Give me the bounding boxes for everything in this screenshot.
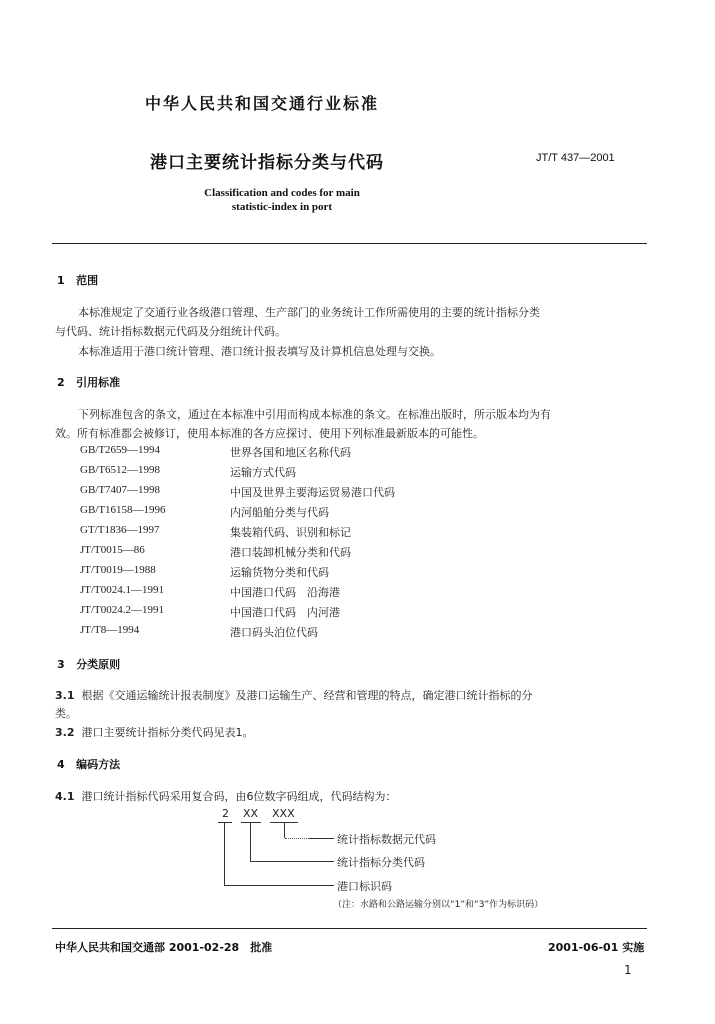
ref-code: GT/T1836—1997 [80, 524, 160, 536]
issue-approval-line: 中华人民共和国交通部 2001-02-28 批准 [55, 941, 273, 954]
connector-category-horizontal [250, 861, 334, 862]
clause-3-1-text: 根据《交通运输统计报表制度》及港口运输生产、经营和管理的特点，确定港口统计指标的分 [81, 689, 533, 702]
ref-name: 集装箱代码、识别和标记 [230, 526, 351, 539]
ref-name: 中国港口代码 沿海港 [230, 586, 340, 599]
section-1-title: 范围 [76, 274, 99, 287]
ref-code: JT/T0019—1988 [80, 564, 156, 576]
standard-code: JT/T 437—2001 [536, 152, 615, 164]
english-title-line2: statistic-index in port [231, 201, 333, 213]
ref-name: 港口装卸机械分类和代码 [230, 546, 351, 559]
code-digit-port: 2 [222, 807, 229, 820]
section-2-title: 引用标准 [76, 376, 121, 389]
header-divider [52, 243, 647, 244]
ref-code: GB/T2659—1994 [80, 444, 161, 456]
section-3-title: 分类原则 [76, 658, 121, 671]
ref-name: 运输货物分类和代码 [230, 566, 329, 579]
ref-code: GB/T6512—1998 [80, 464, 161, 476]
clause-3-2-text: 港口主要统计指标分类代码见表1。 [81, 726, 254, 739]
ref-code: JT/T0024.2—1991 [80, 604, 165, 616]
label-data-element-code: 统计指标数据元代码 [337, 833, 436, 846]
page-number: 1 [624, 963, 632, 977]
section-2-heading [57, 374, 120, 390]
connector-element-dotted [285, 838, 309, 839]
section-1-paragraph-1-line-1: 本标准规定了交通行业各级港口管理、生产部门的业务统计工作所需使用的主要的统计指标分类 [78, 306, 540, 319]
section-3-heading [57, 656, 120, 672]
section-4-number: 4 [57, 758, 65, 771]
section-4-heading [57, 756, 120, 772]
clause-3-2-number: 3.2 [55, 726, 75, 739]
clause-4-1-number: 4.1 [55, 790, 75, 803]
code-digits-element: XXX [272, 807, 295, 820]
connector-element-vertical [284, 823, 285, 838]
clause-3-1-number: 3.1 [55, 689, 75, 702]
section-1-heading [57, 272, 98, 288]
section-1-number: 1 [57, 274, 65, 287]
section-1-paragraph-1-line-2: 与代码、统计指标数据元代码及分组统计代码。 [55, 325, 286, 338]
ref-code: JT/T8—1994 [80, 624, 140, 636]
implementation-date: 2001-06-01 实施 [548, 941, 645, 954]
ref-name: 世界各国和地区名称代码 [230, 446, 351, 459]
document-title: 港口主要统计指标分类与代码 [150, 153, 384, 173]
english-title-line1: Classification and codes for main [204, 187, 360, 199]
section-1-paragraph-2: 本标准适用于港口统计管理、港口统计报表填写及计算机信息处理与交换。 [78, 345, 441, 358]
ref-code: GB/T7407—1998 [80, 484, 161, 496]
diagram-note: （注：水路和公路运输分别以“1”和“3”作为标识码） [333, 900, 544, 910]
ref-name: 内河船舶分类与代码 [230, 506, 329, 519]
ref-name: 中国及世界主要海运贸易港口代码 [230, 486, 395, 499]
connector-element-horizontal [309, 838, 334, 839]
ref-code: JT/T0024.1—1991 [80, 584, 165, 596]
footer-divider [52, 928, 647, 929]
clause-4-1-text: 港口统计指标代码采用复合码，由6位数字码组成，代码结构为： [81, 790, 397, 803]
section-2-paragraph-line-2: 效。所有标准都会被修订，使用本标准的各方应探讨、使用下列标准最新版本的可能性。 [55, 427, 484, 440]
underline-category-digits [241, 822, 261, 823]
section-2-paragraph-line-1: 下列标准包含的条文，通过在本标准中引用而构成本标准的条文。在标准出版时，所示版本均为有 [78, 408, 551, 421]
ref-code: JT/T0015—86 [80, 544, 145, 556]
connector-port-horizontal [224, 885, 334, 886]
ref-name: 中国港口代码 内河港 [230, 606, 340, 619]
ref-name: 运输方式代码 [230, 466, 296, 479]
clause-3-1-line-2: 类。 [55, 707, 77, 720]
industry-standard-heading: 中华人民共和国交通行业标准 [145, 94, 380, 113]
section-2-number: 2 [57, 376, 65, 389]
section-4-title: 编码方法 [76, 758, 121, 771]
clause-4-1 [55, 788, 397, 804]
clause-3-2 [55, 724, 254, 740]
underline-port-digit [218, 822, 232, 823]
ref-code: GB/T16158—1996 [80, 504, 166, 516]
connector-category-vertical [250, 823, 251, 861]
connector-port-vertical [224, 823, 225, 885]
code-digits-category: XX [243, 807, 259, 820]
label-port-id-code: 港口标识码 [337, 880, 392, 893]
clause-3-1-line-1 [55, 687, 533, 703]
ref-name: 港口码头泊位代码 [230, 626, 318, 639]
section-3-number: 3 [57, 658, 65, 671]
label-category-code: 统计指标分类代码 [337, 856, 425, 869]
